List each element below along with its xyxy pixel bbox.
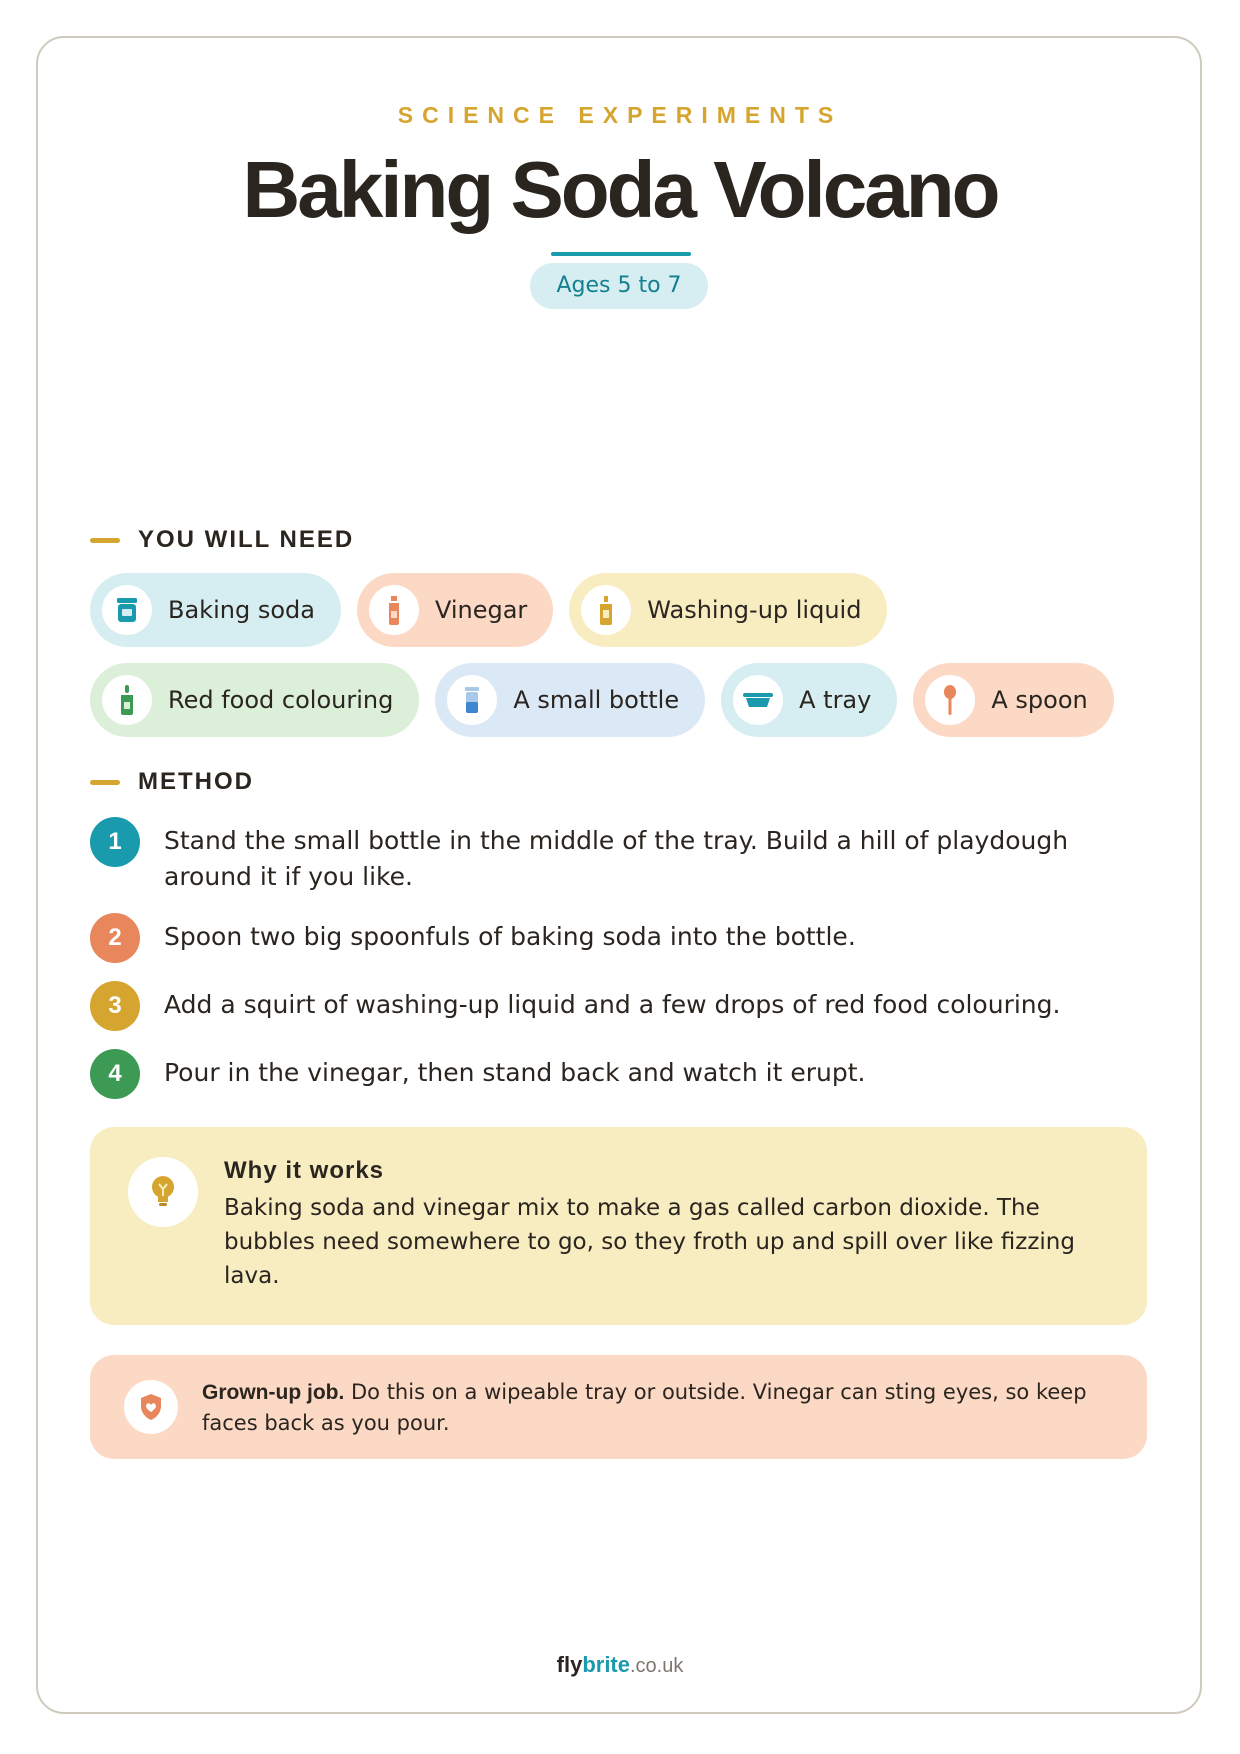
material-chip-vinegar <box>357 573 553 647</box>
materials-list <box>90 573 1150 753</box>
dropper-bottle-icon <box>102 675 152 725</box>
brand-brite: brite <box>582 1652 630 1677</box>
material-chip-baking-soda <box>90 573 341 647</box>
age-badge: Ages 5 to 7 <box>530 263 708 309</box>
step-text: Stand the small bottle in the middle of the tray. Build a hill of playdough around it if you like. <box>164 826 1069 891</box>
shield-heart-icon <box>124 1380 178 1434</box>
materials-row <box>90 663 1150 737</box>
material-label: A tray <box>799 686 872 714</box>
method-steps <box>90 817 1140 1117</box>
footer-brand <box>0 1652 1240 1678</box>
page-title: Baking Soda Volcano <box>242 145 998 234</box>
material-label: A small bottle <box>513 686 680 714</box>
material-label: Washing-up liquid <box>647 596 862 624</box>
material-chip-washing-up-liquid <box>569 573 887 647</box>
step-text: Add a squirt of washing-up liquid and a few drops of red food colouring. <box>164 990 1061 1019</box>
why-it-works-panel <box>90 1127 1147 1325</box>
material-label: Baking soda <box>168 596 315 624</box>
material-label: Red food colouring <box>168 686 394 714</box>
safety-body: Do this on a wipeable tray or outside. Vinegar can sting eyes, so keep faces back as you pour. <box>202 1380 1087 1435</box>
why-heading: Why it works <box>224 1157 385 1184</box>
safety-text <box>202 1377 1112 1438</box>
step-item <box>90 1049 1140 1099</box>
step-item <box>90 913 1140 963</box>
tray-icon <box>733 675 783 725</box>
material-chip-red-food-colouring <box>90 663 419 737</box>
spoon-icon <box>925 675 975 725</box>
material-label: Vinegar <box>434 596 528 624</box>
jar-icon <box>102 585 152 635</box>
step-number-badge: 4 <box>90 1049 140 1099</box>
safety-note-panel <box>90 1355 1147 1459</box>
lightbulb-icon <box>128 1157 198 1227</box>
step-text: Spoon two big spoonfuls of baking soda into the bottle. <box>164 922 856 951</box>
step-number-badge: 3 <box>90 981 140 1031</box>
material-label: A spoon <box>991 686 1088 714</box>
title-underline <box>551 252 691 256</box>
small-bottle-icon <box>447 675 497 725</box>
step-text: Pour in the vinegar, then stand back and watch it erupt. <box>164 1058 866 1087</box>
brand-domain: .co.uk <box>630 1655 684 1677</box>
category-eyebrow: SCIENCE EXPERIMENTS <box>397 102 843 128</box>
why-body: Baking soda and vinegar mix to make a gas called carbon dioxide. The bubbles need somewhere to go, so they froth up and spill over like fizzing lava. <box>224 1195 1075 1289</box>
material-chip-small-bottle <box>435 663 705 737</box>
step-item <box>90 817 1140 895</box>
materials-row <box>90 573 1150 647</box>
step-number-badge: 1 <box>90 817 140 867</box>
section-heading-label: METHOD <box>138 768 254 795</box>
section-heading-label: YOU WILL NEED <box>138 526 355 553</box>
section-heading-you-will-need <box>90 526 354 554</box>
material-chip-spoon <box>913 663 1113 737</box>
soap-bottle-icon <box>581 585 631 635</box>
heading-dash <box>90 538 120 543</box>
heading-dash <box>90 780 120 785</box>
material-chip-tray <box>721 663 897 737</box>
vinegar-bottle-icon <box>369 585 419 635</box>
brand-fly: fly <box>556 1652 583 1677</box>
section-heading-method <box>90 768 254 796</box>
step-number-badge: 2 <box>90 913 140 963</box>
safety-lead: Grown-up job. <box>202 1381 345 1404</box>
step-item <box>90 981 1140 1031</box>
